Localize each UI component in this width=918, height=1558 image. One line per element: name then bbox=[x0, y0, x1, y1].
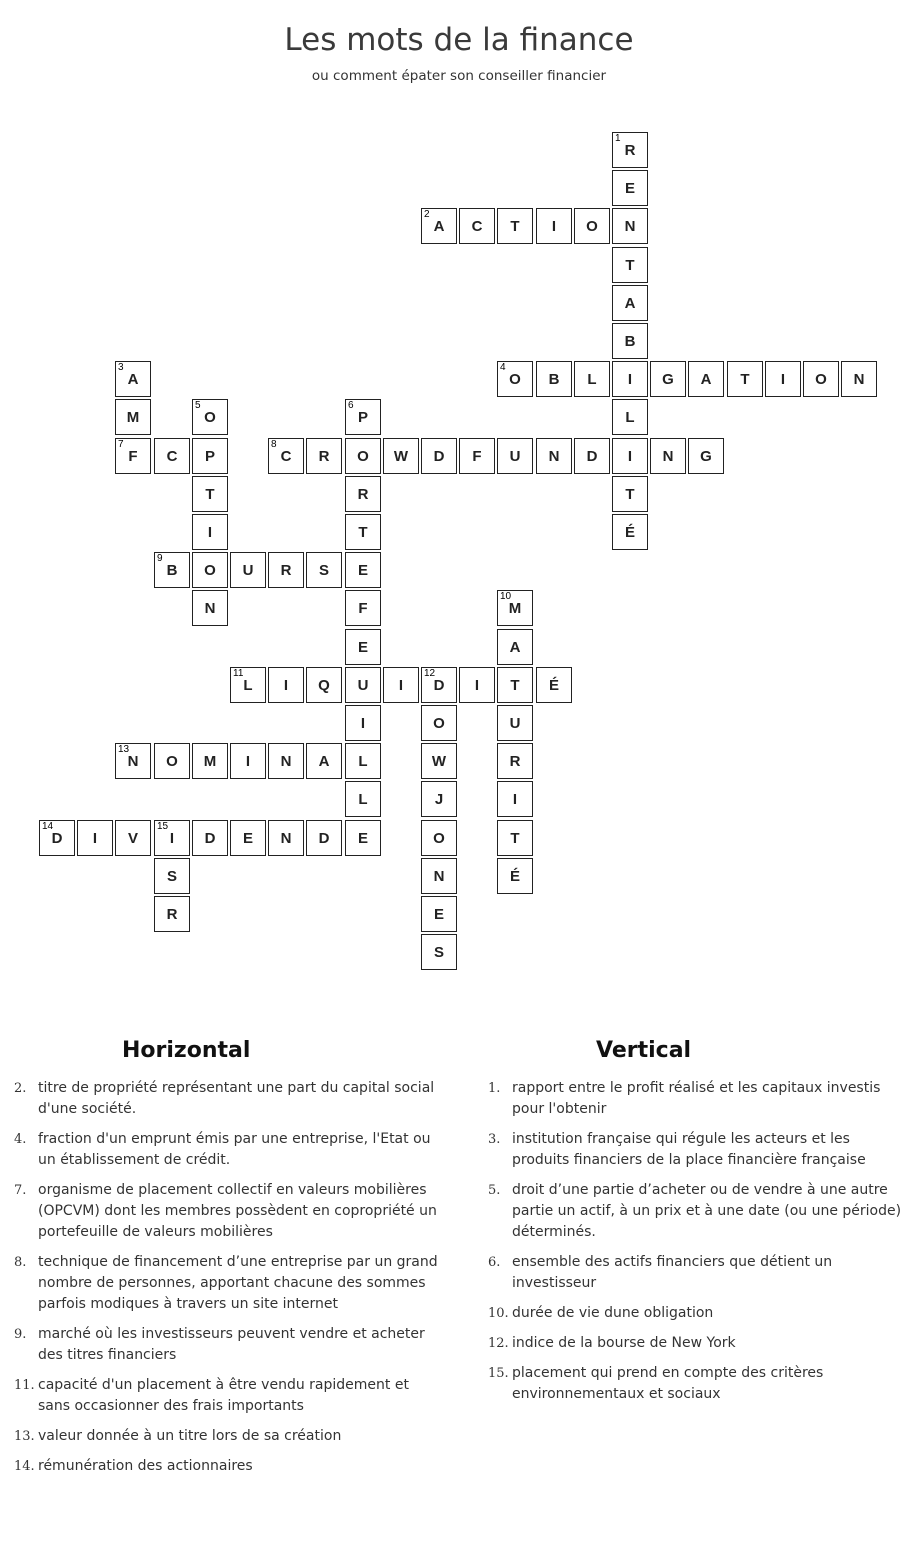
crossword-cell[interactable] bbox=[192, 399, 228, 435]
vertical-clue bbox=[474, 1129, 904, 1171]
crossword-cell[interactable] bbox=[383, 667, 419, 703]
cell-number: 9 bbox=[157, 553, 163, 564]
cell-letter: I bbox=[627, 447, 633, 465]
crossword-cell[interactable] bbox=[154, 820, 190, 856]
cell-letter: I bbox=[551, 217, 557, 235]
crossword-cell[interactable] bbox=[383, 438, 419, 474]
cell-letter: E bbox=[357, 829, 368, 847]
cell-letter: T bbox=[740, 370, 750, 388]
crossword-cell[interactable] bbox=[345, 743, 381, 779]
crossword-cell[interactable] bbox=[230, 743, 266, 779]
crossword-cell[interactable] bbox=[345, 667, 381, 703]
cell-letter: N bbox=[662, 447, 674, 465]
crossword-cell[interactable] bbox=[230, 667, 266, 703]
cell-letter: C bbox=[280, 447, 292, 465]
crossword-cell[interactable] bbox=[612, 514, 648, 550]
crossword-cell[interactable] bbox=[421, 208, 457, 244]
crossword-cell[interactable] bbox=[421, 781, 457, 817]
cell-letter: L bbox=[358, 790, 368, 808]
clue-text: rémunération des actionnaires bbox=[38, 1458, 253, 1474]
vertical-heading: Vertical bbox=[596, 1038, 692, 1063]
cell-letter: B bbox=[624, 332, 636, 350]
crossword-cell[interactable] bbox=[345, 629, 381, 665]
crossword-cell[interactable] bbox=[306, 820, 342, 856]
vertical-clue bbox=[474, 1252, 904, 1294]
crossword-cell[interactable] bbox=[268, 820, 304, 856]
crossword-cell[interactable] bbox=[39, 820, 75, 856]
crossword-cell[interactable] bbox=[115, 361, 151, 397]
crossword-cell[interactable] bbox=[154, 743, 190, 779]
horizontal-clue bbox=[0, 1324, 440, 1366]
cell-letter: U bbox=[509, 447, 521, 465]
horizontal-clue-list bbox=[0, 1078, 440, 1486]
cell-letter: O bbox=[433, 829, 445, 847]
crossword-cell[interactable] bbox=[650, 438, 686, 474]
clue-number: 11. bbox=[14, 1378, 35, 1393]
cell-letter: O bbox=[433, 714, 445, 732]
crossword-cell[interactable] bbox=[574, 361, 610, 397]
cell-letter: A bbox=[318, 752, 330, 770]
cell-letter: O bbox=[204, 408, 216, 426]
crossword-cell[interactable] bbox=[612, 132, 648, 168]
crossword-cell[interactable] bbox=[345, 514, 381, 550]
cell-letter: J bbox=[434, 790, 444, 808]
crossword-cell[interactable] bbox=[306, 552, 342, 588]
clue-text: rapport entre le profit réalisé et les capitaux investis pour l'obtenir bbox=[512, 1080, 881, 1117]
cell-letter: R bbox=[166, 905, 178, 923]
crossword-cell[interactable] bbox=[268, 438, 304, 474]
cell-letter: T bbox=[205, 485, 215, 503]
crossword-cell[interactable] bbox=[345, 705, 381, 741]
cell-letter: I bbox=[283, 676, 289, 694]
cell-letter: N bbox=[280, 829, 292, 847]
cell-letter: A bbox=[509, 638, 521, 656]
crossword-cell[interactable] bbox=[115, 743, 151, 779]
cell-letter: L bbox=[625, 408, 635, 426]
clue-number: 10. bbox=[488, 1306, 509, 1321]
cell-letter: É bbox=[624, 523, 635, 541]
cell-letter: M bbox=[126, 408, 140, 426]
crossword-cell[interactable] bbox=[192, 552, 228, 588]
cell-letter: W bbox=[393, 447, 409, 465]
crossword-cell[interactable] bbox=[803, 361, 839, 397]
cell-letter: A bbox=[433, 217, 445, 235]
cell-letter: T bbox=[510, 829, 520, 847]
cell-letter: D bbox=[318, 829, 330, 847]
cell-number: 11 bbox=[233, 668, 244, 679]
crossword-cell[interactable] bbox=[192, 820, 228, 856]
crossword-cell[interactable] bbox=[459, 208, 495, 244]
clue-number: 13. bbox=[14, 1429, 35, 1444]
crossword-cell[interactable] bbox=[574, 208, 610, 244]
clue-number: 7. bbox=[14, 1183, 27, 1198]
cell-letter: E bbox=[433, 905, 444, 923]
cell-letter: B bbox=[166, 561, 178, 579]
clue-text: institution française qui régule les acteurs et les produits financiers de la place financière française bbox=[512, 1131, 866, 1168]
horizontal-clue bbox=[0, 1375, 440, 1417]
clue-number: 9. bbox=[14, 1327, 27, 1342]
cell-letter: L bbox=[358, 752, 368, 770]
cell-letter: N bbox=[548, 447, 560, 465]
crossword-cell[interactable] bbox=[536, 667, 572, 703]
crossword-cell[interactable] bbox=[154, 858, 190, 894]
crossword-cell[interactable] bbox=[612, 285, 648, 321]
crossword-cell[interactable] bbox=[497, 208, 533, 244]
cell-letter: E bbox=[624, 179, 635, 197]
crossword-cell[interactable] bbox=[154, 552, 190, 588]
horizontal-clue bbox=[0, 1456, 440, 1477]
cell-letter: I bbox=[512, 790, 518, 808]
crossword-cell[interactable] bbox=[345, 781, 381, 817]
cell-letter: I bbox=[627, 370, 633, 388]
crossword-cell[interactable] bbox=[230, 552, 266, 588]
cell-letter: S bbox=[318, 561, 329, 579]
crossword-cell[interactable] bbox=[345, 476, 381, 512]
clue-text: capacité d'un placement à être vendu rapidement et sans occasionner des frais importants bbox=[38, 1377, 409, 1414]
cell-letter: P bbox=[204, 447, 215, 465]
crossword-cell[interactable] bbox=[688, 361, 724, 397]
crossword-cell[interactable] bbox=[612, 438, 648, 474]
crossword-cell[interactable] bbox=[497, 858, 533, 894]
crossword-cell[interactable] bbox=[345, 590, 381, 626]
crossword-cell[interactable] bbox=[459, 667, 495, 703]
cell-letter: T bbox=[510, 217, 520, 235]
cell-letter: E bbox=[242, 829, 253, 847]
horizontal-clue bbox=[0, 1252, 440, 1315]
crossword-cell[interactable] bbox=[612, 323, 648, 359]
cell-letter: V bbox=[127, 829, 138, 847]
cell-letter: T bbox=[625, 485, 635, 503]
cell-letter: R bbox=[357, 485, 369, 503]
crossword-cell[interactable] bbox=[612, 361, 648, 397]
cell-number: 13 bbox=[118, 744, 130, 755]
cell-letter: T bbox=[510, 676, 520, 694]
cell-letter: F bbox=[358, 599, 368, 617]
crossword-cell[interactable] bbox=[421, 438, 457, 474]
crossword-cell[interactable] bbox=[421, 667, 457, 703]
clue-text: durée de vie dune obligation bbox=[512, 1305, 714, 1321]
crossword-cell[interactable] bbox=[192, 476, 228, 512]
crossword-cell[interactable] bbox=[345, 552, 381, 588]
cell-letter: R bbox=[280, 561, 292, 579]
vertical-clue bbox=[474, 1363, 904, 1405]
crossword-cell[interactable] bbox=[77, 820, 113, 856]
crossword-cell[interactable] bbox=[574, 438, 610, 474]
cell-letter: O bbox=[815, 370, 827, 388]
crossword-cell[interactable] bbox=[612, 399, 648, 435]
crossword-cell[interactable] bbox=[727, 361, 763, 397]
page-title: Les mots de la finance bbox=[284, 22, 634, 58]
vertical-clue bbox=[474, 1078, 904, 1120]
crossword-cell[interactable] bbox=[421, 896, 457, 932]
cell-letter: D bbox=[433, 676, 445, 694]
cell-letter: S bbox=[433, 943, 444, 961]
cell-letter: I bbox=[780, 370, 786, 388]
cell-number: 2 bbox=[424, 209, 430, 220]
horizontal-clue bbox=[0, 1078, 440, 1120]
clue-number: 1. bbox=[488, 1081, 501, 1096]
crossword-cell[interactable] bbox=[192, 743, 228, 779]
crossword-cell[interactable] bbox=[459, 438, 495, 474]
cell-number: 6 bbox=[348, 400, 354, 411]
crossword-cell[interactable] bbox=[230, 820, 266, 856]
cell-letter: U bbox=[509, 714, 521, 732]
clue-text: technique de financement d’une entreprise par un grand nombre de personnes, apportant chacune des sommes parfois modiques à travers un site internet bbox=[38, 1254, 438, 1312]
cell-letter: D bbox=[204, 829, 216, 847]
clue-text: organisme de placement collectif en valeurs mobilières (OPCVM) dont les membres possèdent en copropriété un portefeuille de valeurs mobilières bbox=[38, 1182, 437, 1240]
crossword-cell[interactable] bbox=[765, 361, 801, 397]
crossword-cell[interactable] bbox=[536, 208, 572, 244]
crossword-cell[interactable] bbox=[421, 858, 457, 894]
cell-letter: N bbox=[433, 867, 445, 885]
crossword-cell[interactable] bbox=[612, 170, 648, 206]
clue-number: 15. bbox=[488, 1366, 509, 1381]
clue-number: 8. bbox=[14, 1255, 27, 1270]
cell-number: 8 bbox=[271, 439, 277, 450]
cell-number: 12 bbox=[424, 668, 436, 679]
cell-letter: N bbox=[853, 370, 865, 388]
crossword-cell[interactable] bbox=[612, 208, 648, 244]
crossword-cell[interactable] bbox=[421, 820, 457, 856]
cell-letter: D bbox=[586, 447, 598, 465]
crossword-cell[interactable] bbox=[421, 934, 457, 970]
cell-letter: R bbox=[318, 447, 330, 465]
cell-letter: N bbox=[127, 752, 139, 770]
cell-letter: D bbox=[51, 829, 63, 847]
clue-number: 6. bbox=[488, 1255, 501, 1270]
crossword-cell[interactable] bbox=[115, 820, 151, 856]
cell-letter: M bbox=[203, 752, 217, 770]
clue-text: indice de la bourse de New York bbox=[512, 1335, 736, 1351]
crossword-cell[interactable] bbox=[268, 743, 304, 779]
cell-number: 3 bbox=[118, 362, 124, 373]
cell-letter: L bbox=[243, 676, 253, 694]
horizontal-clue bbox=[0, 1426, 440, 1447]
crossword-cell[interactable] bbox=[650, 361, 686, 397]
cell-number: 7 bbox=[118, 439, 124, 450]
clue-number: 14. bbox=[14, 1459, 35, 1474]
cell-letter: I bbox=[169, 829, 175, 847]
crossword-cell[interactable] bbox=[497, 705, 533, 741]
cell-letter: R bbox=[624, 141, 636, 159]
crossword-cell[interactable] bbox=[536, 438, 572, 474]
crossword-cell[interactable] bbox=[421, 705, 457, 741]
cell-number: 5 bbox=[195, 400, 201, 411]
vertical-clue bbox=[474, 1180, 904, 1243]
cell-letter: T bbox=[625, 256, 635, 274]
cell-letter: S bbox=[166, 867, 177, 885]
cell-letter: I bbox=[207, 523, 213, 541]
cell-letter: D bbox=[433, 447, 445, 465]
crossword-cell[interactable] bbox=[306, 667, 342, 703]
cell-letter: C bbox=[166, 447, 178, 465]
clue-text: droit d’une partie d’acheter ou de vendre à une autre partie un actif, à un prix et à une date (ou une période) déterminés. bbox=[512, 1182, 902, 1240]
crossword-cell[interactable] bbox=[688, 438, 724, 474]
clue-text: titre de propriété représentant une part du capital social d'une société. bbox=[38, 1080, 435, 1117]
cell-letter: A bbox=[624, 294, 636, 312]
crossword-cell[interactable] bbox=[306, 743, 342, 779]
cell-letter: I bbox=[245, 752, 251, 770]
cell-letter: R bbox=[509, 752, 521, 770]
crossword-cell[interactable] bbox=[497, 820, 533, 856]
cell-number: 1 bbox=[615, 133, 621, 144]
cell-letter: I bbox=[360, 714, 366, 732]
crossword-cell[interactable] bbox=[192, 438, 228, 474]
cell-number: 14 bbox=[42, 821, 54, 832]
clue-text: placement qui prend en compte des critères environnementaux et sociaux bbox=[512, 1365, 824, 1402]
clue-text: valeur donnée à un titre lors de sa création bbox=[38, 1428, 342, 1444]
crossword-cell[interactable] bbox=[841, 361, 877, 397]
crossword-cell[interactable] bbox=[536, 361, 572, 397]
cell-letter: E bbox=[357, 638, 368, 656]
crossword-cell[interactable] bbox=[421, 743, 457, 779]
clue-number: 4. bbox=[14, 1132, 27, 1147]
crossword-cell[interactable] bbox=[154, 438, 190, 474]
cell-letter: W bbox=[431, 752, 447, 770]
cell-letter: O bbox=[509, 370, 521, 388]
crossword-cell[interactable] bbox=[497, 781, 533, 817]
cell-letter: C bbox=[471, 217, 483, 235]
cell-letter: F bbox=[128, 447, 138, 465]
cell-letter: I bbox=[92, 829, 98, 847]
crossword-cell[interactable] bbox=[497, 438, 533, 474]
crossword-cell[interactable] bbox=[497, 361, 533, 397]
cell-letter: N bbox=[624, 217, 636, 235]
cell-letter: G bbox=[662, 370, 674, 388]
clue-text: marché où les investisseurs peuvent vendre et acheter des titres financiers bbox=[38, 1326, 425, 1363]
crossword-cell[interactable] bbox=[115, 438, 151, 474]
crossword-cell[interactable] bbox=[192, 590, 228, 626]
clue-number: 5. bbox=[488, 1183, 501, 1198]
crossword-cell[interactable] bbox=[345, 820, 381, 856]
clue-text: ensemble des actifs financiers que détient un investisseur bbox=[512, 1254, 833, 1291]
crossword-cell[interactable] bbox=[612, 476, 648, 512]
cell-letter: N bbox=[280, 752, 292, 770]
cell-number: 4 bbox=[500, 362, 506, 373]
cell-letter: A bbox=[127, 370, 139, 388]
crossword-cell[interactable] bbox=[497, 667, 533, 703]
cell-letter: É bbox=[509, 867, 520, 885]
cell-letter: F bbox=[472, 447, 482, 465]
clue-number: 12. bbox=[488, 1336, 509, 1351]
cell-letter: B bbox=[548, 370, 560, 388]
vertical-clue bbox=[474, 1333, 904, 1354]
crossword-cell[interactable] bbox=[497, 629, 533, 665]
clue-text: fraction d'un emprunt émis par une entreprise, l'Etat ou un établissement de crédit. bbox=[38, 1131, 431, 1168]
cell-letter: U bbox=[357, 676, 369, 694]
cell-letter: P bbox=[357, 408, 368, 426]
cell-letter: T bbox=[358, 523, 368, 541]
cell-letter: O bbox=[166, 752, 178, 770]
crossword-cell[interactable] bbox=[115, 399, 151, 435]
page-subtitle: ou comment épater son conseiller financier bbox=[311, 68, 607, 84]
horizontal-clue bbox=[0, 1129, 440, 1171]
cell-letter: U bbox=[242, 561, 254, 579]
cell-letter: É bbox=[548, 676, 559, 694]
crossword-cell[interactable] bbox=[154, 896, 190, 932]
cell-number: 15 bbox=[157, 821, 169, 832]
cell-letter: L bbox=[587, 370, 597, 388]
cell-letter: A bbox=[700, 370, 712, 388]
cell-letter: I bbox=[398, 676, 404, 694]
crossword-cell[interactable] bbox=[497, 590, 533, 626]
crossword-cell[interactable] bbox=[268, 552, 304, 588]
horizontal-heading: Horizontal bbox=[122, 1038, 251, 1063]
cell-letter: G bbox=[700, 447, 712, 465]
clue-number: 2. bbox=[14, 1081, 27, 1096]
vertical-clue bbox=[474, 1303, 904, 1324]
crossword-cell[interactable] bbox=[612, 247, 648, 283]
crossword-cell[interactable] bbox=[192, 514, 228, 550]
crossword-cell[interactable] bbox=[268, 667, 304, 703]
cell-letter: M bbox=[508, 599, 522, 617]
cell-number: 10 bbox=[500, 591, 512, 602]
vertical-clue-list bbox=[474, 1078, 904, 1414]
cell-letter: O bbox=[357, 447, 369, 465]
crossword-cell[interactable] bbox=[345, 399, 381, 435]
cell-letter: O bbox=[586, 217, 598, 235]
horizontal-clue bbox=[0, 1180, 440, 1243]
crossword-cell[interactable] bbox=[306, 438, 342, 474]
crossword-cell[interactable] bbox=[345, 438, 381, 474]
cell-letter: O bbox=[204, 561, 216, 579]
clue-number: 3. bbox=[488, 1132, 501, 1147]
cell-letter: I bbox=[474, 676, 480, 694]
crossword-cell[interactable] bbox=[497, 743, 533, 779]
cell-letter: E bbox=[357, 561, 368, 579]
cell-letter: N bbox=[204, 599, 216, 617]
cell-letter: Q bbox=[318, 676, 330, 694]
